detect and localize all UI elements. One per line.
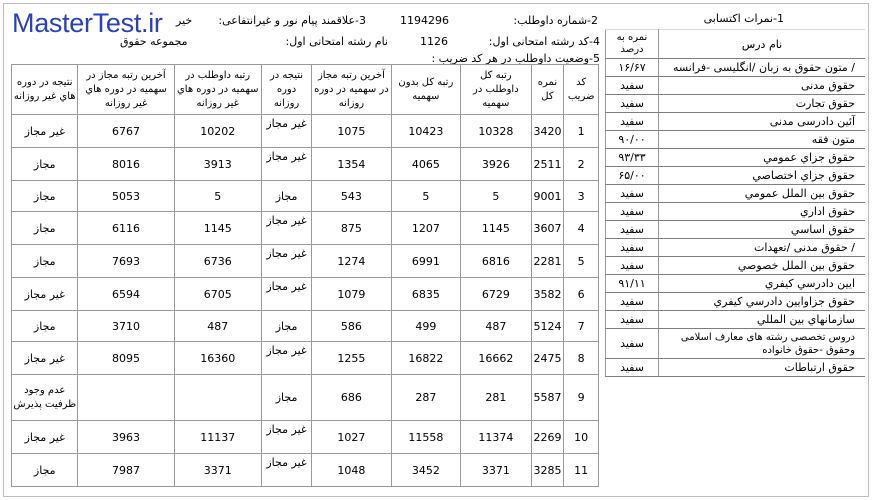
nonday-result-cell: مجاز [12,311,78,342]
day-result-cell: غیر مجاز [261,454,311,487]
total-cell: 3607 [531,212,564,245]
grade-value: ۹۱/۱۱ [606,275,659,293]
rank-cell: 281 [461,375,531,421]
rank-free-cell: 6835 [391,278,461,311]
grade-value: ۹۰/۰۰ [606,131,659,149]
grade-value: سفید [606,329,659,359]
grade-row [606,329,866,359]
coef-cell: 5 [564,245,599,278]
col-rank-free: رتبه کل بدون سهمیه [391,65,461,115]
grade-value: سفید [606,257,659,275]
student-number-value: 1194296 [400,14,449,27]
day-result-cell: غیر مجاز [261,342,311,375]
col-last-rank-nonday: آخرین رتبه مجاز در سهمیه در دوره هاي غیر روزانه [78,65,174,115]
status-table-header [12,65,599,115]
rank-nonday-cell: 487 [174,311,261,342]
last-rank-nonday-cell: 3710 [78,311,174,342]
course-name: حقوق اداري [659,203,866,221]
day-result-cell: غیر مجاز [261,421,311,454]
status-row [12,115,599,148]
rank-nonday-cell: 16360 [174,342,261,375]
grade-value: سفید [606,95,659,113]
total-cell: 2269 [531,421,564,454]
grade-value: ۱۶/۶۷ [606,59,659,77]
status-row [12,342,599,375]
grade-row [606,131,866,149]
col-last-rank-day: آخرین رتبه مجاز در سهمیه در دوره روزانه [312,65,391,115]
grade-value: سفید [606,311,659,329]
field-code-value: 1126 [420,35,448,48]
course-name: حقوق جزاي اختصاصي [659,167,866,185]
interest-label: 3-علاقمند پیام نور و غیرانتفاعی: [218,14,366,27]
last-rank-day-cell: 1027 [312,421,391,454]
rank-cell: 487 [461,311,531,342]
col-course-name: نام درس [659,30,866,59]
last-rank-day-cell: 1075 [312,115,391,148]
rank-free-cell: 16822 [391,342,461,375]
last-rank-nonday-cell [78,375,174,421]
day-result-cell: مجاز [261,181,311,212]
total-cell: 3420 [531,115,564,148]
rank-free-cell: 5 [391,181,461,212]
col-total: نمره کل [531,65,564,115]
rank-nonday-cell: 1145 [174,212,261,245]
rank-cell: 3926 [461,148,531,181]
rank-cell: 6729 [461,278,531,311]
status-row [12,245,599,278]
status-table [11,64,599,487]
coef-cell: 4 [564,212,599,245]
grade-row [606,257,866,275]
grade-row [606,221,866,239]
grade-value: ۶۵/۰۰ [606,167,659,185]
grade-value: سفید [606,293,659,311]
coef-cell: 11 [564,454,599,487]
status-row [12,454,599,487]
col-grade-percent: نمره به درصد [606,30,659,59]
field-name-label: نام رشته امتحانی اول: [285,35,388,48]
course-name: آئین دادرسی مدنی [659,113,866,131]
grade-value: سفید [606,113,659,131]
course-name: حقوق اساسي [659,221,866,239]
day-result-cell: غیر مجاز [261,148,311,181]
last-rank-nonday-cell: 5053 [78,181,174,212]
day-result-cell: مجاز [261,311,311,342]
rank-free-cell: 3452 [391,454,461,487]
total-cell: 5124 [531,311,564,342]
last-rank-nonday-cell: 6767 [78,115,174,148]
status-row [12,311,599,342]
rank-free-cell: 1207 [391,212,461,245]
coef-cell: 6 [564,278,599,311]
last-rank-nonday-cell: 8016 [78,148,174,181]
nonday-result-cell: غیر مجاز [12,115,78,148]
course-name: سازمانهاي بين المللي [659,311,866,329]
rank-free-cell: 6991 [391,245,461,278]
total-cell: 2511 [531,148,564,181]
grades-table [605,29,865,377]
nonday-result-cell: مجاز [12,148,78,181]
rank-nonday-cell: 11137 [174,421,261,454]
status-row [12,148,599,181]
last-rank-day-cell: 586 [312,311,391,342]
last-rank-nonday-cell: 8095 [78,342,174,375]
grades-table-header [606,30,866,59]
total-cell: 3582 [531,278,564,311]
last-rank-day-cell: 1079 [312,278,391,311]
status-row [12,375,599,421]
rank-nonday-cell: 3913 [174,148,261,181]
last-rank-nonday-cell: 6116 [78,212,174,245]
course-name: حقوق ارتباطات [659,359,866,377]
last-rank-day-cell: 1274 [312,245,391,278]
last-rank-day-cell: 1048 [312,454,391,487]
rank-free-cell: 499 [391,311,461,342]
total-cell: 5587 [531,375,564,421]
last-rank-day-cell: 875 [312,212,391,245]
coef-cell: 3 [564,181,599,212]
last-rank-nonday-cell: 3963 [78,421,174,454]
rank-nonday-cell [174,375,261,421]
col-rank-nonday: رتبه داوطلب در سهمیه در دوره هاي غیر روزانه [174,65,261,115]
day-result-cell: غیر مجاز [261,115,311,148]
course-name: حقوق مدنی [659,77,866,95]
last-rank-day-cell: 543 [312,181,391,212]
rank-cell: 11374 [461,421,531,454]
nonday-result-cell: مجاز [12,181,78,212]
section-title-grades: 1-نمرات اکتسابی [703,12,784,25]
grade-row [606,149,866,167]
grade-value: سفید [606,77,659,95]
grade-value: ۹۳/۳۳ [606,149,659,167]
nonday-result-cell: غیر مجاز [12,421,78,454]
rank-cell: 1145 [461,212,531,245]
day-result-cell: غیر مجاز [261,245,311,278]
rank-nonday-cell: 3371 [174,454,261,487]
rank-free-cell: 11558 [391,421,461,454]
coef-cell: 10 [564,421,599,454]
last-rank-nonday-cell: 7693 [78,245,174,278]
site-brand: MasterTest.ir [12,8,163,38]
grade-row [606,77,866,95]
student-number-label: 2-شماره داوطلب: [513,14,598,27]
course-name: / حقوق مدنی /تعهدات [659,239,866,257]
coef-cell: 2 [564,148,599,181]
grade-value: سفید [606,185,659,203]
course-name: حقوق تجارت [659,95,866,113]
grade-value: سفید [606,221,659,239]
rank-nonday-cell: 10202 [174,115,261,148]
total-cell: 2475 [531,342,564,375]
rank-nonday-cell: 6705 [174,278,261,311]
total-cell: 2281 [531,245,564,278]
rank-nonday-cell: 6736 [174,245,261,278]
rank-cell: 16662 [461,342,531,375]
grade-row [606,311,866,329]
grade-value: سفید [606,203,659,221]
grade-row [606,239,866,257]
total-cell: 3285 [531,454,564,487]
last-rank-day-cell: 1255 [312,342,391,375]
nonday-result-cell: مجاز [12,454,78,487]
course-name: / متون حقوق به زبان /انگلیسی -فرانسه [659,59,866,77]
nonday-result-cell: عدم وجود ظرفیت پذیرش [12,375,78,421]
day-result-cell: غیر مجاز [261,212,311,245]
last-rank-nonday-cell: 6594 [78,278,174,311]
grade-row [606,293,866,311]
course-name: ايين دادرسي كيفري [659,275,866,293]
course-name: دروس تخصصی رشته های معارف اسلامی وحقوق -حقوق خانواده [659,329,866,359]
rank-cell: 10328 [461,115,531,148]
nonday-result-cell: مجاز [12,212,78,245]
course-name: حقوق بين الملل عمومي [659,185,866,203]
day-result-cell: غیر مجاز [261,278,311,311]
col-nonday-result: نتیجه در دوره هاي غیر روزانه [12,65,78,115]
nonday-result-cell: غیر مجاز [12,278,78,311]
course-name: حقوق بين الملل خصوصي [659,257,866,275]
course-name: حقوق جزاي عمومي [659,149,866,167]
grade-row [606,95,866,113]
coef-cell: 8 [564,342,599,375]
status-row [12,421,599,454]
grade-row [606,359,866,377]
last-rank-day-cell: 1354 [312,148,391,181]
grade-row [606,203,866,221]
rank-free-cell: 287 [391,375,461,421]
field-code-label: 4-کد رشته امتحانی اول: [488,35,600,48]
grade-value: سفید [606,239,659,257]
grade-row [606,59,866,77]
col-day-result: نتیجه در دوره روزانه [261,65,311,115]
status-section-label: 5-وضعیت داوطلب در هر کد ضریب : [431,52,600,65]
coef-cell: 1 [564,115,599,148]
rank-free-cell: 10423 [391,115,461,148]
status-row [12,181,599,212]
course-name: حقوق جزاوايين دادرسي كيفري [659,293,866,311]
status-row [12,212,599,245]
rank-cell: 5 [461,181,531,212]
course-name: متون فقه [659,131,866,149]
status-row [12,278,599,311]
rank-cell: 3371 [461,454,531,487]
field-name-value: مجموعه حقوق [120,35,188,48]
last-rank-nonday-cell: 7987 [78,454,174,487]
interest-value: خیر [176,14,193,27]
day-result-cell: مجاز [261,375,311,421]
rank-nonday-cell: 5 [174,181,261,212]
rank-free-cell: 4065 [391,148,461,181]
nonday-result-cell: غیر مجاز [12,342,78,375]
col-coef: کد ضریب [564,65,599,115]
grade-row [606,275,866,293]
nonday-result-cell: مجاز [12,245,78,278]
coef-cell: 7 [564,311,599,342]
grade-row [606,185,866,203]
grade-row [606,167,866,185]
grade-value: سفید [606,359,659,377]
grade-row [606,113,866,131]
last-rank-day-cell: 686 [312,375,391,421]
total-cell: 9001 [531,181,564,212]
col-rank: رتبه کل داوطلب در سهمیه [461,65,531,115]
coef-cell: 9 [564,375,599,421]
rank-cell: 6816 [461,245,531,278]
